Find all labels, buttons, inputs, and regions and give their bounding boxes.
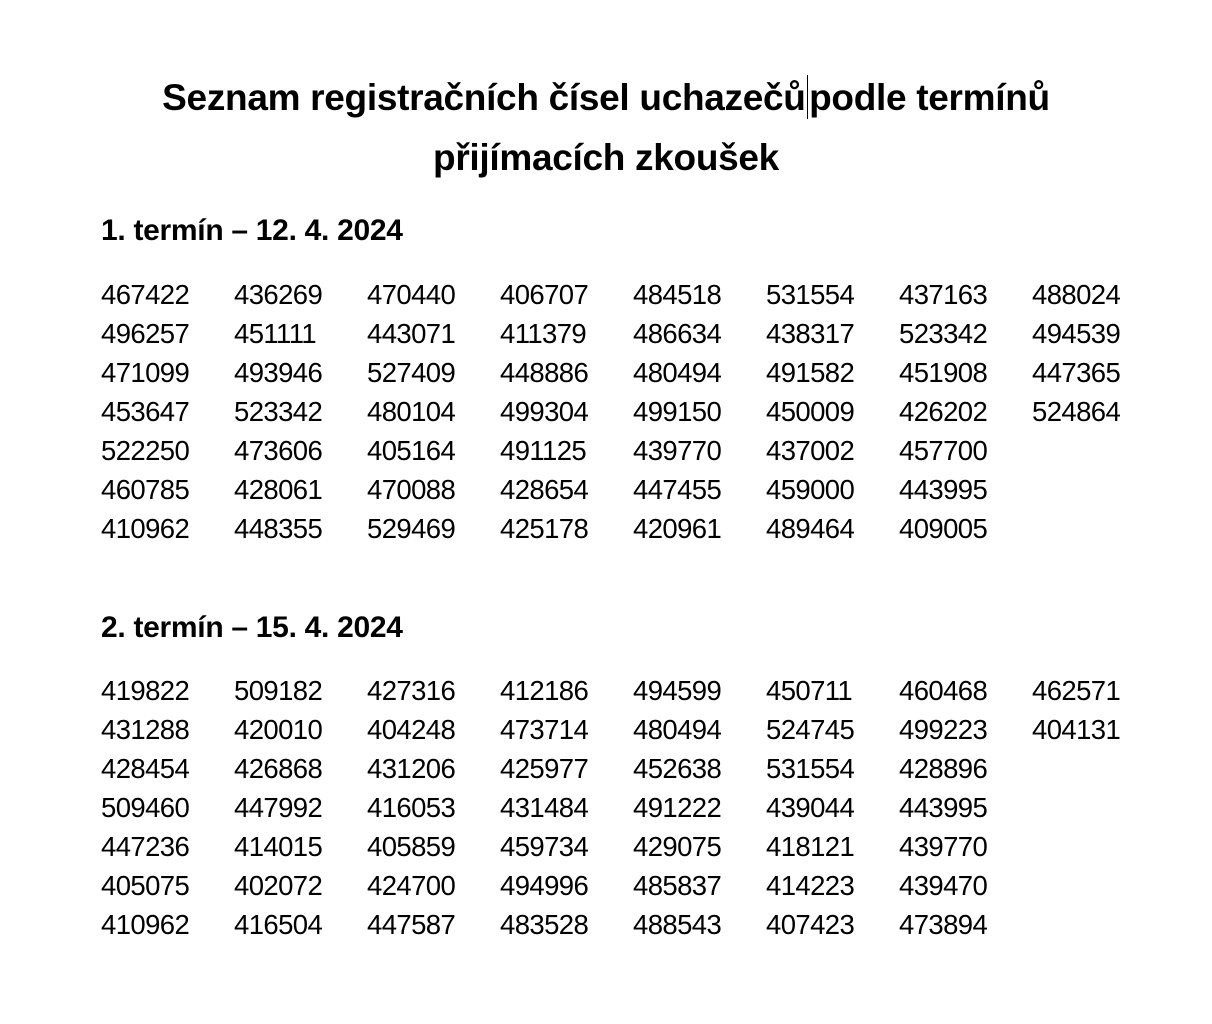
registration-number: 470088 — [367, 474, 456, 505]
registration-number: 473606 — [234, 435, 323, 466]
registration-number: 522250 — [101, 435, 190, 466]
registration-number: 483528 — [500, 909, 589, 940]
registration-number: 438317 — [766, 318, 855, 349]
registration-number: 437163 — [899, 279, 988, 310]
registration-number: 531554 — [766, 279, 855, 310]
registration-number: 410962 — [101, 513, 190, 544]
registration-number: 428061 — [234, 474, 323, 505]
registration-number: 416504 — [234, 909, 323, 940]
registration-number: 459000 — [766, 474, 855, 505]
registration-number: 453647 — [101, 396, 190, 427]
section-heading-term-2: 2. termín – 15. 4. 2024 — [101, 611, 403, 644]
registration-number: 470440 — [367, 279, 456, 310]
registration-number: 451111 — [234, 318, 317, 349]
registration-number: 494539 — [1032, 318, 1121, 349]
registration-number: 426202 — [899, 396, 988, 427]
registration-number: 509182 — [234, 675, 323, 706]
registration-number: 493946 — [234, 357, 323, 388]
registration-number: 418121 — [766, 831, 855, 862]
registration-number: 405164 — [367, 435, 456, 466]
registration-number: 424700 — [367, 870, 456, 901]
registration-number: 494599 — [633, 675, 722, 706]
registration-number: 509460 — [101, 792, 190, 823]
registration-number: 428896 — [899, 753, 988, 784]
document-title-line-2: přijímacích zkoušek — [433, 137, 779, 178]
registration-number: 409005 — [899, 513, 988, 544]
registration-number: 448886 — [500, 357, 589, 388]
registration-number: 484518 — [633, 279, 722, 310]
registration-number: 443071 — [367, 318, 456, 349]
registration-number: 491582 — [766, 357, 855, 388]
registration-number: 499150 — [633, 396, 722, 427]
registration-number: 494996 — [500, 870, 589, 901]
registration-number: 429075 — [633, 831, 722, 862]
registration-number: 443995 — [899, 474, 988, 505]
registration-number: 439770 — [899, 831, 988, 862]
registration-number: 491125 — [500, 435, 587, 466]
registration-number: 473894 — [899, 909, 988, 940]
registration-number: 496257 — [101, 318, 190, 349]
registration-number: 531554 — [766, 753, 855, 784]
registration-number: 425977 — [500, 753, 589, 784]
registration-number: 489464 — [766, 513, 855, 544]
registration-number: 462571 — [1032, 675, 1121, 706]
registration-number: 439044 — [766, 792, 855, 823]
registration-number: 459734 — [500, 831, 589, 862]
registration-number: 480494 — [633, 714, 722, 745]
text-cursor — [807, 75, 809, 119]
title-text-part-2: podle termínů — [809, 77, 1050, 118]
registration-number: 499223 — [899, 714, 988, 745]
registration-number: 428654 — [500, 474, 589, 505]
registration-number: 447455 — [633, 474, 722, 505]
registration-number: 420961 — [633, 513, 722, 544]
registration-number: 416053 — [367, 792, 456, 823]
registration-number: 485837 — [633, 870, 722, 901]
registration-number: 420010 — [234, 714, 323, 745]
registration-number: 447365 — [1032, 357, 1121, 388]
registration-number: 524864 — [1032, 396, 1121, 427]
registration-number: 448355 — [234, 513, 323, 544]
registration-number: 460468 — [899, 675, 988, 706]
registration-number: 439770 — [633, 435, 722, 466]
registration-number: 488024 — [1032, 279, 1121, 310]
registration-number: 414223 — [766, 870, 855, 901]
registration-number: 425178 — [500, 513, 589, 544]
registration-number: 480494 — [633, 357, 722, 388]
registration-number: 457700 — [899, 435, 988, 466]
registration-number: 451908 — [899, 357, 988, 388]
registration-number: 499304 — [500, 396, 589, 427]
registration-number: 407423 — [766, 909, 855, 940]
registration-number: 419822 — [101, 675, 190, 706]
registration-number: 431484 — [500, 792, 589, 823]
registration-number: 523342 — [234, 396, 323, 427]
registration-number: 491222 — [633, 792, 722, 823]
registration-number: 529469 — [367, 513, 456, 544]
title-text-part-1: Seznam registračních čísel uchazečů — [162, 77, 806, 118]
registration-number: 452638 — [633, 753, 722, 784]
registration-number: 426868 — [234, 753, 323, 784]
registration-number: 460785 — [101, 474, 190, 505]
registration-number: 427316 — [367, 675, 456, 706]
document-title-line-1 — [0, 68, 1212, 128]
registration-number: 428454 — [101, 753, 190, 784]
registration-number: 488543 — [633, 909, 722, 940]
registration-number: 473714 — [500, 714, 589, 745]
registration-number: 404131 — [1032, 714, 1121, 745]
registration-number: 412186 — [500, 675, 589, 706]
registration-number: 467422 — [101, 279, 190, 310]
registration-number: 450711 — [766, 675, 853, 706]
registration-number: 405075 — [101, 870, 190, 901]
registration-number: 436269 — [234, 279, 323, 310]
registration-number: 405859 — [367, 831, 456, 862]
registration-number: 447236 — [101, 831, 190, 862]
registration-number: 404248 — [367, 714, 456, 745]
registration-number: 443995 — [899, 792, 988, 823]
registration-number: 450009 — [766, 396, 855, 427]
registration-number: 523342 — [899, 318, 988, 349]
registration-number: 527409 — [367, 357, 456, 388]
registration-number: 437002 — [766, 435, 855, 466]
section-heading-term-1: 1. termín – 12. 4. 2024 — [101, 214, 403, 247]
registration-number: 447587 — [367, 909, 456, 940]
registration-number: 414015 — [234, 831, 323, 862]
registration-number: 411379 — [500, 318, 587, 349]
registration-number: 439470 — [899, 870, 988, 901]
registration-number: 486634 — [633, 318, 722, 349]
registration-number: 402072 — [234, 870, 323, 901]
registration-number: 471099 — [101, 357, 190, 388]
registration-number: 431206 — [367, 753, 456, 784]
registration-number: 447992 — [234, 792, 323, 823]
registration-number: 524745 — [766, 714, 855, 745]
registration-number: 431288 — [101, 714, 190, 745]
registration-number: 410962 — [101, 909, 190, 940]
registration-number: 480104 — [367, 396, 456, 427]
registration-number: 406707 — [500, 279, 589, 310]
